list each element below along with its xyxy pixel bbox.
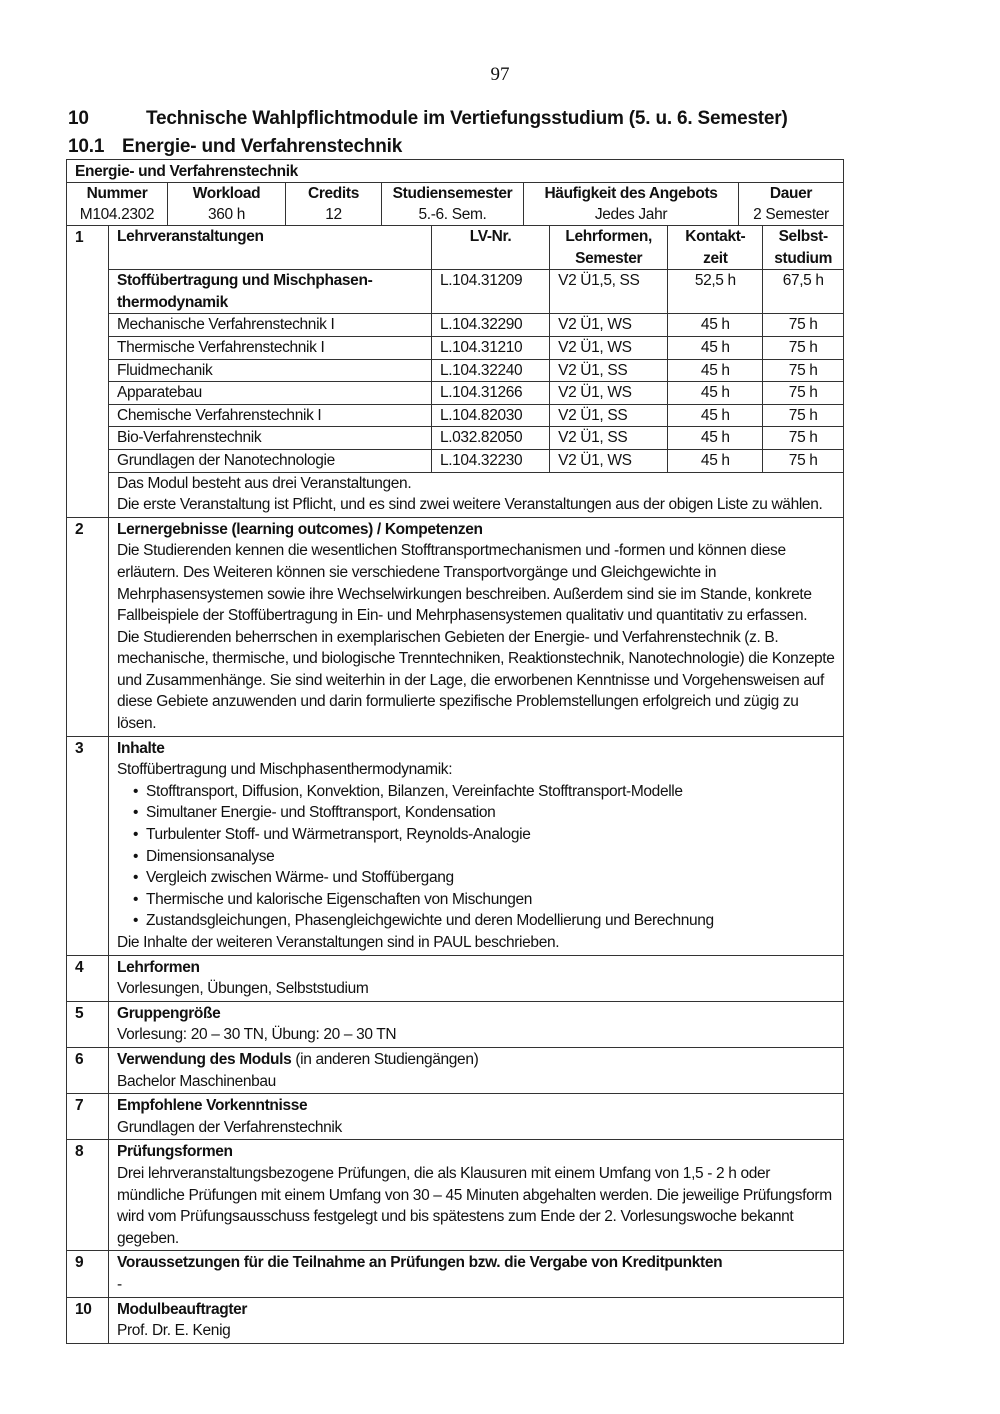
section-number: 7 [67, 1094, 109, 1139]
col-kontaktzeit: Kontakt-zeit [668, 226, 763, 270]
module-description-table [66, 159, 844, 1344]
section-text: Bachelor Maschinenbau [117, 1072, 276, 1090]
section-title: Inhalte [117, 739, 165, 757]
course-row: Apparatebau L.104.31266 V2 Ü1, WS 45 h 75 h [109, 382, 843, 405]
section-title: Energie- und Verfahrenstechnik [122, 136, 403, 157]
course-table-header [109, 226, 843, 270]
content-list [117, 781, 835, 932]
content-intro: Stoffübertragung und Mischphasenthermodynamik: [117, 761, 453, 779]
course-row: Fluidmechanik L.104.32240 V2 Ü1, SS 45 h 75 h [109, 359, 843, 382]
section-lehrveranstaltungen [67, 226, 843, 518]
section-text: Prof. Dr. E. Kenig [117, 1322, 231, 1340]
course-row: Stoffübertragung und Mischphasen-thermodynamik L.104.31209 V2 Ü1,5, SS 52,5 h 67,5 h [109, 270, 843, 314]
content-outro: Die Inhalte der weiteren Veranstaltungen sind in PAUL beschrieben. [117, 934, 560, 951]
section-title: Gruppengröße [117, 1004, 221, 1022]
section-modulbeauftragter [67, 1298, 843, 1343]
section-number: 5 [67, 1002, 109, 1047]
module-title: Energie- und Verfahrenstechnik [67, 160, 843, 183]
list-item: • Simultaner Energie- und Stofftransport, Kondensation [133, 802, 835, 824]
list-item: • Thermische und kalorische Eigenschaften von Mischungen [133, 889, 835, 911]
col-lehrformen: Lehrformen, Semester [550, 226, 668, 270]
section-title: Empfohlene Vorkenntnisse [117, 1097, 308, 1115]
section-gruppengroesse [67, 1002, 843, 1048]
list-item: • Stofftransport, Diffusion, Konvektion, Bilanzen, Vereinfachte Stofftransport-Modelle [133, 781, 835, 803]
section-text: Grundlagen der Verfahrenstechnik [117, 1118, 342, 1136]
course-row: Mechanische Verfahrenstechnik I L.104.32290 V2 Ü1, WS 45 h 75 h [109, 314, 843, 337]
chapter-heading [68, 108, 788, 130]
section-vorkenntnisse [67, 1094, 843, 1140]
section-lernergebnisse [67, 518, 843, 737]
course-table [109, 226, 843, 517]
section-number: 6 [67, 1048, 109, 1093]
module-meta [67, 183, 843, 226]
meta-dauer: Dauer 2 Semester [753, 185, 829, 223]
meta-workload: Workload 360 h [168, 183, 286, 225]
section-title: Modulbeauftragter [117, 1300, 248, 1318]
col-lv-nr: LV-Nr. [431, 226, 549, 270]
section-title: Prüfungsformen [117, 1143, 233, 1161]
section-lehrformen [67, 956, 843, 1002]
section-number: 9 [67, 1251, 109, 1296]
section-title: Lernergebnisse (learning outcomes) / Kompetenzen [117, 520, 483, 538]
section-verwendung [67, 1048, 843, 1094]
section-title: Verwendung des Moduls (in anderen Studiengängen) [117, 1050, 479, 1068]
col-selbststudium: Selbst-studium [763, 226, 843, 270]
chapter-title: Technische Wahlpflichtmodule im Vertiefungsstudium (5. u. 6. Semester) [146, 108, 788, 129]
course-row: Thermische Verfahrenstechnik I L.104.31210 V2 Ü1, WS 45 h 75 h [109, 336, 843, 359]
meta-studiensemester: Studiensemester 5.-6. Sem. [382, 183, 524, 225]
chapter-number: 10 [68, 108, 89, 129]
meta-credits: Credits 12 [286, 183, 382, 225]
paragraph: Die Studierenden kennen die wesentlichen Stofftransportmechanismen und -formen und können diese erläutern. Des Weiteren können sie verschiedene Transportvorgänge und Gleichgewichte in Mehrphasensystemen sowie ihre Wechselwirkungen beschreiben. Außerdem sind sie im Stande, konkrete Fallbeispiele der Stoffübertragung in Ein- und Mehrphasensystemen qualitativ und quantitativ zu erfassen. [117, 542, 812, 625]
section-text: Drei lehrveranstaltungsbezogene Prüfungen, die als Klausuren mit einem Umfang von 1,5 - 2 h oder mündliche Prüfungen mit einem Umfang von 30 – 45 Minuten abgehalten werden. Die jeweilige Prüfungsform wird vom Prüfungsausschuss festgelegt und bis spätestens zum Ende der 2. Vorlesungswoche bekannt gegeben. [117, 1164, 832, 1247]
section-pruefungsformen [67, 1140, 843, 1251]
section-voraussetzungen [67, 1251, 843, 1297]
section-text: Vorlesungen, Übungen, Selbststudium [117, 980, 369, 998]
section-text: - [117, 1275, 122, 1293]
section-title: Voraussetzungen für die Teilnahme an Prüfungen bzw. die Vergabe von Kreditpunkten [117, 1254, 723, 1272]
section-number: 3 [67, 737, 109, 955]
course-row: Chemische Verfahrenstechnik I L.104.82030 V2 Ü1, SS 45 h 75 h [109, 404, 843, 427]
section-number: 2 [67, 518, 109, 736]
list-item: • Turbulenter Stoff- und Wärmetransport, Reynolds-Analogie [133, 824, 835, 846]
section-heading [68, 136, 402, 158]
section-number: 4 [67, 956, 109, 1001]
meta-haeufigkeit: Häufigkeit des Angebots Jedes Jahr [524, 183, 739, 225]
course-row: Grundlagen der Nanotechnologie L.104.32230 V2 Ü1, WS 45 h 75 h [109, 449, 843, 472]
course-row: Bio-Verfahrenstechnik L.032.82050 V2 Ü1, SS 45 h 75 h [109, 427, 843, 450]
col-lehrveranstaltungen: Lehrveranstaltungen [109, 226, 431, 270]
list-item: • Vergleich zwischen Wärme- und Stoffübergang [133, 867, 835, 889]
section-number: 8 [67, 1140, 109, 1250]
section-number: 10 [67, 1298, 109, 1343]
section-inhalte [67, 737, 843, 956]
section-number: 1 [67, 226, 109, 517]
section-title: Lehrformen [117, 958, 200, 976]
section-number: 10.1 [68, 136, 105, 157]
list-item: • Zustandsgleichungen, Phasengleichgewichte und deren Modellierung und Berechnung [133, 910, 835, 932]
meta-nummer: Nummer M104.2302 [67, 183, 168, 225]
page-number: 97 [490, 64, 510, 85]
list-item: • Dimensionsanalyse [133, 846, 835, 868]
section-text: Vorlesung: 20 – 30 TN, Übung: 20 – 30 TN [117, 1026, 397, 1044]
course-note: Das Modul besteht aus drei Veranstaltungen. Die erste Veranstaltung ist Pflicht, und es sind zwei weitere Veranstaltungen aus der obigen Liste zu wählen. [109, 472, 843, 517]
paragraph: Die Studierenden beherrschen in exemplarischen Gebieten der Energie- und Verfahrenstechnik (z. B. mechanische, thermische, und biologische Trenntechniken, Reaktionstechnik, Nanotechnologie) die Konzepte und Zusammenhänge. Sie sind weiterhin in der Lage, die erworbenen Kenntnisse und Vorgehensweisen auf diese Gebiete anzuwenden und darin formulierte spezifische Problemstellungen erfolgreich und zügig zu lösen. [117, 628, 835, 733]
